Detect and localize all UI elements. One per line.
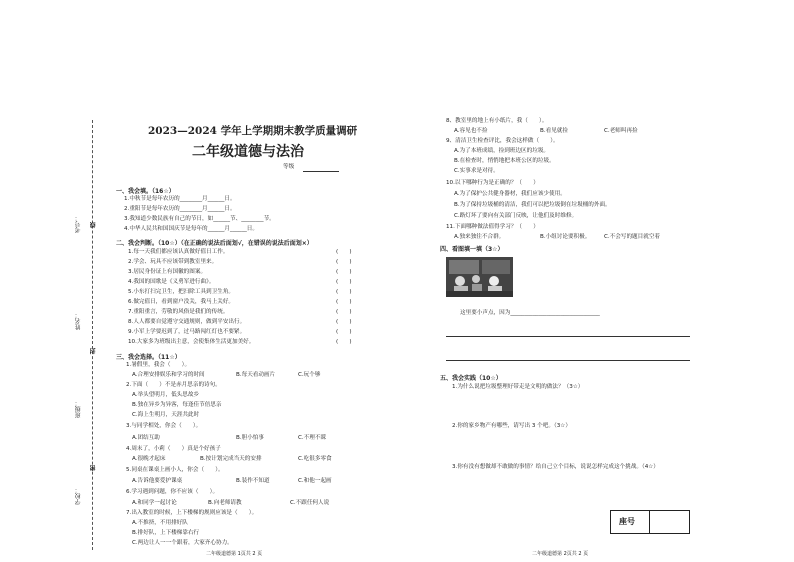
classroom-illustration (446, 257, 513, 297)
seat-number-box[interactable] (610, 510, 690, 534)
choice-q6: 6.学习遇到问题，你不应该（ ）。 (126, 489, 219, 495)
choice-q8-option-b[interactable]: B.看见就捡 (540, 128, 568, 134)
choice-q7-option-c[interactable]: C.两边让人一一个跟着，大家齐心协力。 (132, 540, 233, 546)
judge-q2: 2.学会、玩具不应该带到教室里来。 (128, 259, 218, 265)
choice-q10-option-a[interactable]: A.为了保护公共健身器材，我们应该少使用。 (454, 191, 566, 197)
judge-q6: 6.做完值日，看到窗户没关，我马上关好。 (128, 299, 235, 305)
section-4-heading: 四、看图填一填（3☆） (440, 246, 504, 253)
fill-q2: 2.重阳节是每年农历的________月______日。 (124, 206, 236, 212)
choice-q1-option-c[interactable]: C.玩个够 (298, 372, 321, 378)
choice-q2-option-a[interactable]: A.举头望明月，低头思故乡 (132, 392, 200, 398)
judge-bracket-1[interactable]: ( ) (336, 249, 352, 255)
answer-line-4a[interactable] (446, 336, 690, 337)
judge-q10: 10.大家多为班级出主意，会使集体生活更加美好。 (128, 339, 255, 345)
choice-q1-option-a[interactable]: A.合理安排娱乐和学习的时间 (132, 372, 205, 378)
seat-box-divider (649, 511, 650, 533)
school-label: 学校： (75, 487, 82, 505)
grade-label: 等级 (283, 164, 295, 170)
judge-bracket-2[interactable]: ( ) (336, 259, 352, 265)
choice-q5-option-a[interactable]: A.告诉他要爱护课桌 (132, 478, 183, 484)
name-label: 姓名： (75, 312, 82, 330)
judge-q8: 8.人人都要自觉遵守交通规则，做到平安出行。 (128, 319, 246, 325)
picture-fill-prompt: 这里要小声点，因为________________________________ (460, 310, 600, 316)
judge-q3: 3.居民身份证上有国徽的图案。 (128, 269, 207, 275)
choice-q6-option-c[interactable]: C.不跟任何人说 (290, 500, 330, 506)
judge-bracket-6[interactable]: ( ) (336, 299, 352, 305)
choice-q8-option-a[interactable]: A.容见也不捡 (454, 128, 488, 134)
fill-q1: 1.中秋节是每年农历的________月______日。 (124, 196, 236, 202)
choice-q11: 11.下面哪种做法值得学习？（ ） (446, 224, 539, 230)
fill-q4: 4.中华人民共和国国庆节是每年的______月______日。 (124, 226, 258, 232)
binding-mark-xian: 线 (90, 222, 97, 228)
judge-bracket-5[interactable]: ( ) (336, 289, 352, 295)
choice-q7-option-a[interactable]: A.不推挤，不用排好队 (132, 520, 188, 526)
section-2-heading: 二、我会判断。（10☆）（在正确的说法后面划√，在错误的说法后面划×） (116, 240, 313, 247)
choice-q11-option-a[interactable]: A.独来独往不合群。 (454, 234, 505, 240)
choice-q9-option-c[interactable]: C.实事求是对待。 (454, 168, 499, 174)
exam-number-label: 考号： (75, 215, 82, 233)
choice-q4-option-b[interactable]: B.按计划完成当天的安排 (200, 456, 262, 462)
choice-q10: 10.以下哪种行为是正确的？（ ） (446, 180, 539, 186)
binding-line (92, 120, 93, 550)
choice-q6-option-a[interactable]: A.和同学一起讨论 (132, 500, 177, 506)
judge-bracket-3[interactable]: ( ) (336, 269, 352, 275)
footer-page-1: 二年级道德第 1页共 2 页 (206, 551, 263, 557)
choice-q8: 8、教室里的地上有小纸片，我（ ）。 (446, 118, 548, 124)
choice-q10-option-b[interactable]: B.为了保持垃圾桶的清洁，我们可以把垃圾倒在垃圾桶的外面。 (454, 202, 611, 208)
choice-q11-option-b[interactable]: B.小组讨论要积极。 (540, 234, 591, 240)
choice-q5: 5.同桌在课桌上画小人，你会（ ）。 (126, 467, 224, 473)
choice-q4: 4.周末了，小莉（ ）真是个好孩子 (126, 446, 221, 452)
choice-q2-option-b[interactable]: B.独在异乡为异客，每逢佳节倍思亲 (132, 402, 222, 408)
fill-q3: 3.我知道少数民族有自己的节日，如______节、________节。 (124, 216, 275, 222)
choice-q9: 9、清洁卫生检查评比，我会这样做（ ）。 (446, 138, 559, 144)
practice-q3: 3.你有没有想做却不敢做的事情？给自己立个目标，说说怎样完成这个挑战。（4☆） (452, 464, 659, 470)
seat-number-label: 座号 (619, 517, 635, 526)
judge-q9: 9.小军上学要迟到了，过马路闯红灯也不要紧。 (128, 329, 246, 335)
answer-line-4b[interactable] (446, 360, 690, 361)
choice-q6-option-b[interactable]: B.向老师请教 (208, 500, 242, 506)
judge-bracket-4[interactable]: ( ) (336, 279, 352, 285)
choice-q1-option-b[interactable]: B.每天看动画片 (236, 372, 276, 378)
practice-q2: 2.你的家乡物产有哪些，请写出 3 个吧。（3☆） (452, 423, 571, 429)
choice-q8-option-c[interactable]: C.老师叫再捡 (604, 128, 638, 134)
choice-q5-option-b[interactable]: B.装作不知道 (236, 478, 270, 484)
judge-q5: 5.小东打扫完卫生，把扫除工具到卫生角。 (128, 289, 235, 295)
practice-q1: 1.为什么说把垃圾整理好带走是文明的做法？（3☆） (452, 384, 584, 390)
choice-q1: 1.暑假里，我会（ ）。 (126, 362, 191, 368)
choice-q7-option-b[interactable]: B.排好队，上下楼梯靠右行 (132, 530, 200, 536)
binding-mark-mi: 密 (90, 465, 97, 471)
choice-q3-option-a[interactable]: A.团结互助 (132, 435, 160, 441)
section-3-heading: 三、我会选择。（11☆） (116, 354, 181, 361)
choice-q9-option-b[interactable]: B.在检查时，悄悄地把本班公区的垃圾。 (454, 158, 555, 164)
choice-q11-option-c[interactable]: C.不会写的题目就空着 (604, 234, 661, 240)
section-5-heading: 五、我会实践（10☆） (440, 375, 502, 382)
section-1-heading: 一、我会填。（16☆） (116, 188, 175, 195)
judge-bracket-9[interactable]: ( ) (336, 329, 352, 335)
judge-bracket-10[interactable]: ( ) (336, 339, 352, 345)
choice-q4-option-c[interactable]: C.吃很多零食 (298, 456, 332, 462)
choice-q9-option-a[interactable]: A.为了本班成绩，捡到班边区的垃圾。 (454, 148, 550, 154)
choice-q3-option-b[interactable]: B.胆小怕事 (236, 435, 264, 441)
choice-q4-option-a[interactable]: A.很晚才起床 (132, 456, 166, 462)
choice-q3: 3.与同学相处，你会（ ）。 (126, 423, 202, 429)
exam-subject-title: 二年级道德与法治 (192, 144, 304, 160)
choice-q10-option-c[interactable]: C.路灯坏了要向有关部门反映，让他们及时维修。 (454, 213, 578, 219)
choice-q2-option-c[interactable]: C.海上生明月，天涯共此时 (132, 412, 200, 418)
judge-q1: 1.每一天我们都应该认真做好值日工作。 (128, 249, 229, 255)
exam-title: 2023—2024 学年上学期期末教学质量调研 (148, 125, 358, 137)
class-label: 班级： (75, 400, 82, 418)
judge-bracket-7[interactable]: ( ) (336, 309, 352, 315)
choice-q7: 7.出入教室的时候，上下楼梯的规则应该是（ ）。 (126, 510, 258, 516)
choice-q5-option-c[interactable]: C.和他一起画 (298, 478, 332, 484)
footer-page-2: 二年级道德第 2页共 2 页 (532, 551, 589, 557)
judge-q7: 7.重阳重言，劳敬的风俗是我们的传统。 (128, 309, 229, 315)
binding-mark-feng: 封 (90, 348, 97, 354)
choice-q3-option-c[interactable]: C.不理不睬 (298, 435, 327, 441)
judge-bracket-8[interactable]: ( ) (336, 319, 352, 325)
judge-q4: 4.我国的国歌是《义勇军进行曲》。 (128, 279, 215, 285)
grade-blank (303, 171, 339, 172)
choice-q2: 2.下面（ ）不是赤月思亲的诗句。 (126, 382, 221, 388)
